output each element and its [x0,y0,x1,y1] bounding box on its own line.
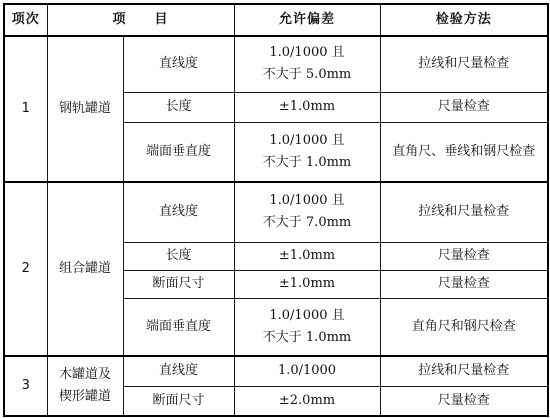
method-cell: 直角尺和钢尺检查 [380,298,548,356]
tolerance-cell [234,36,380,92]
method-cell: 尺量检查 [380,242,548,270]
table-row [4,356,548,386]
item-cell: 断面尺寸 [123,386,234,416]
header-row [4,4,548,36]
header-index: 项次 [4,4,47,36]
item-cell: 长度 [123,92,234,122]
method-cell: 拉线和尺量检查 [380,36,548,92]
group-index: 1 [4,36,47,182]
item-cell: 直线度 [123,36,234,92]
tolerance-line: 1.0/1000 且 [269,45,345,61]
group-category: 钢轨罐道 [47,36,123,182]
tolerance-line: 1.0/1000 且 [269,307,345,323]
tolerance-line: 1.0/1000 且 [269,132,345,148]
header-item: 项 目 [47,4,234,36]
tolerance-cell [234,298,380,356]
tolerance-line: 1.0/1000 且 [269,193,345,209]
tolerance-cell [234,122,380,182]
tolerance-cell: 1.0/1000 [234,356,380,386]
item-cell: 断面尺寸 [123,270,234,298]
item-cell: 端面垂直度 [123,122,234,182]
header-tolerance: 允许偏差 [234,4,380,36]
method-cell: 尺量检查 [380,386,548,416]
item-cell: 长度 [123,242,234,270]
tolerance-table [3,3,549,417]
group-category [47,356,123,416]
method-cell: 尺量检查 [380,270,548,298]
tolerance-cell: ±1.0mm [234,92,380,122]
category-line: 楔形罐道 [58,389,111,404]
tolerance-cell: ±1.0mm [234,270,380,298]
tolerance-cell: ±1.0mm [234,242,380,270]
item-cell: 直线度 [123,182,234,242]
tolerance-line: 不大于 1.0mm [262,154,352,170]
group-index: 3 [4,356,47,416]
tolerance-line: 不大于 5.0mm [262,67,352,83]
tolerance-cell [234,182,380,242]
method-cell: 拉线和尺量检查 [380,182,548,242]
tolerance-cell: ±2.0mm [234,386,380,416]
category-line: 木罐道及 [58,367,111,382]
header-method: 检验方法 [380,4,548,36]
tolerance-line: 不大于 7.0mm [262,215,352,231]
table-row [4,182,548,242]
item-cell: 端面垂直度 [123,298,234,356]
group-category: 组合罐道 [47,182,123,356]
group-index: 2 [4,182,47,356]
method-cell: 直角尺、垂线和钢尺检查 [380,122,548,182]
table-row [4,36,548,92]
item-cell: 直线度 [123,356,234,386]
method-cell: 尺量检查 [380,92,548,122]
method-cell: 拉线和尺量检查 [380,356,548,386]
tolerance-line: 不大于 1.0mm [262,329,352,345]
